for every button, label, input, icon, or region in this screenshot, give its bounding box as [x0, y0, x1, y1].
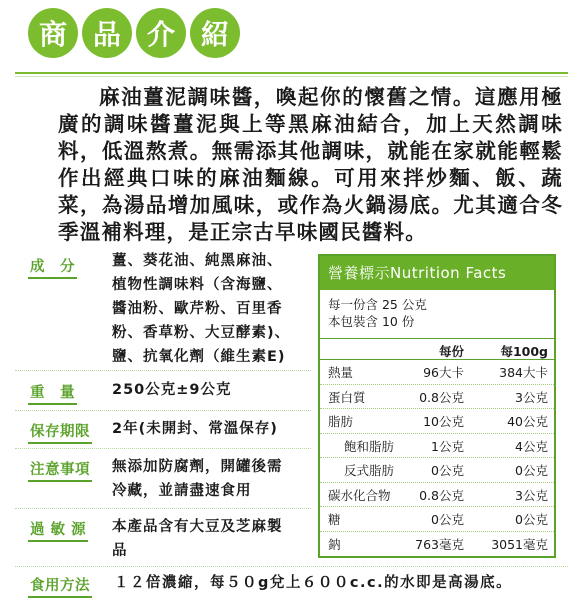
nutrient-per-100g: 3公克: [515, 389, 548, 405]
per-serving-header: 每份: [438, 344, 464, 359]
nutrient-per-100g: 40公克: [507, 414, 548, 429]
shelf-life-text: [112, 417, 278, 441]
title-char: 商: [28, 8, 78, 58]
nutrition-row: [320, 507, 554, 532]
title-char: 紹: [190, 8, 240, 58]
nutrition-row: [320, 385, 554, 410]
ingredients-label: 成 分: [28, 255, 77, 279]
notes-line: 無添加防腐劑，開罐後需: [112, 459, 283, 475]
servings-per-package: 本包裝含 10 份: [328, 314, 415, 329]
nutrient-per-serving: 0.8公克: [419, 487, 464, 503]
nutrient-per-100g: 0公克: [515, 463, 548, 478]
row-divider: [15, 566, 568, 568]
shelf-life-value: 2年(未開封、常溫保存): [112, 421, 278, 437]
serving-size: 每一份含 25 公克: [328, 297, 427, 312]
nutrition-row: [320, 532, 554, 556]
usage-value: １２倍濃縮，每５０g兌上６００c.c.的水即是高湯底。: [114, 575, 513, 591]
ingredients-line: 鹽、抗氧化劑（維生素E): [112, 349, 286, 365]
usage-text: [114, 571, 512, 595]
allergen-label: 過 敏 源: [28, 518, 88, 542]
nutrient-name: 飽和脂肪: [344, 438, 395, 454]
nutrient-per-serving: 763毫克: [415, 536, 464, 552]
nutrient-per-serving: 0公克: [431, 512, 464, 527]
nutrient-per-serving: 10公克: [423, 414, 464, 429]
nutrient-per-100g: 4公克: [515, 438, 548, 454]
usage-label: 食用方法: [28, 574, 92, 598]
allergen-line: 本產品含有大豆及芝麻製: [112, 519, 283, 535]
nutrition-table: [320, 338, 554, 555]
ingredients-line: 粉、香草粉、大豆酵素)、: [112, 325, 291, 341]
notes-text: [112, 455, 283, 503]
nutrient-name: 碳水化合物: [328, 487, 391, 503]
title-char: 品: [82, 8, 132, 58]
nutrient-per-100g: 3公克: [515, 487, 548, 503]
row-divider: [15, 410, 311, 412]
allergen-text: [112, 515, 283, 563]
notes-line: 冷藏，並請盡速食用: [112, 483, 252, 499]
allergen-line: 品: [112, 543, 128, 559]
row-divider: [15, 508, 311, 510]
ingredients-line: 薑、葵花油、純黑麻油、: [112, 253, 283, 269]
nutrition-facts-title: 營養標示Nutrition Facts: [320, 256, 554, 290]
nutrient-per-serving: 0.8公克: [419, 389, 464, 405]
nutrient-per-serving: 0公克: [431, 463, 464, 478]
ingredients-line: 醬油粉、歐芹粉、百里香: [112, 301, 283, 317]
nutrient-name: 鈉: [328, 536, 341, 552]
shelf-life-label: 保存期限: [28, 420, 92, 444]
nutrient-per-serving: 1公克: [431, 438, 464, 454]
row-divider: [15, 370, 311, 372]
header-divider: [15, 72, 568, 74]
nutrient-per-serving: 96大卡: [423, 365, 464, 380]
nutrition-column-header: [320, 338, 554, 360]
weight-label: 重 量: [28, 381, 77, 405]
ingredients-line: 植物性調味料（含海鹽、: [112, 277, 283, 293]
nutrition-row: [320, 360, 554, 385]
title-char: 介: [136, 8, 186, 58]
nutrient-name: 脂肪: [328, 414, 354, 429]
per-100g-header: 每100g: [500, 344, 548, 359]
product-description: 麻油薑泥調味醬，喚起你的懷舊之情。這應用極廣的調味醬薑泥與上等黑麻油結合，加上天然調味料，低溫熬煮。無需添其他調味，就能在家就能輕鬆作出經典口味的麻油麵線。可用來拌炒麵、飯、蔬菜，為湯品增加風味，或作為火鍋湯底。尤其適合冬季溫補料理，是正宗古早味國民醬料。: [58, 85, 563, 244]
nutrition-facts-panel: [318, 254, 556, 558]
nutrient-per-100g: 3051毫克: [491, 536, 548, 552]
nutrient-per-100g: 384大卡: [499, 365, 548, 380]
nutrition-serving-info: [320, 290, 554, 330]
nutrition-row: [320, 434, 554, 459]
nutrition-rows: [320, 360, 554, 555]
nutrient-name: 糖: [328, 512, 341, 527]
nutrient-name: 熱量: [328, 365, 354, 380]
notes-label: 注意事項: [28, 458, 92, 482]
row-divider: [15, 448, 311, 450]
nutrient-per-100g: 0公克: [515, 512, 548, 527]
ingredients-text: [112, 249, 290, 369]
nutrient-name: 蛋白質: [328, 389, 366, 405]
weight-value: 250公克±9公克: [112, 382, 232, 398]
header-divider-light: [15, 76, 568, 77]
nutrient-name: 反式脂肪: [344, 463, 395, 478]
nutrition-row: [320, 483, 554, 508]
nutrition-row: [320, 458, 554, 483]
nutrition-row: [320, 409, 554, 434]
weight-text: [112, 378, 232, 402]
section-title: [28, 8, 240, 58]
